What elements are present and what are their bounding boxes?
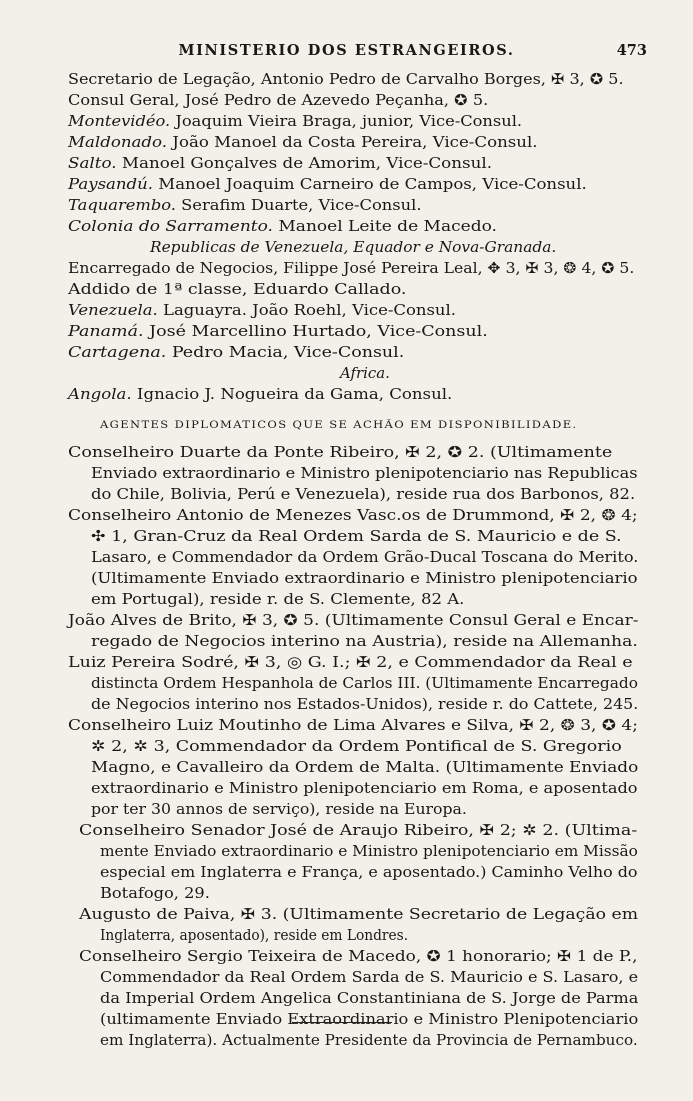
text-line (91, 631, 638, 652)
text-line (100, 841, 638, 862)
text-run: Commendador da Real Ordem Sarda de S. Mauricio e S. Lasaro, e (100, 968, 639, 986)
text-line (91, 589, 464, 610)
text-line (91, 736, 622, 757)
text-run: distincta Ordem Hespanhola de Carlos III. (Ultimamente Encarregado (91, 674, 638, 692)
place-name: Paysandú. (68, 175, 154, 193)
text-run: Ignacio J. Nogueira da Gama, Consul. (131, 385, 453, 403)
place-name: Angola. (68, 385, 132, 403)
place-name: Africa. (340, 364, 390, 382)
text-run: Augusto de Paiva, ✠ 3. (Ultimamente Secretario de Legação em (79, 905, 639, 923)
place-name: Venezuela. (68, 301, 158, 319)
text-line (68, 384, 452, 405)
text-run: em Portugal), reside r. de S. Clemente, 82 A. (91, 590, 465, 608)
text-line (79, 820, 637, 841)
text-run: Magno, e Cavalleiro da Ordem de Malta. (Ultimamente Enviado (91, 758, 639, 776)
running-header (0, 42, 693, 66)
text-line (68, 610, 638, 631)
text-line (340, 363, 390, 384)
page-title: MINISTERIO DOS ESTRANGEIROS. (178, 42, 515, 59)
text-run: Conselheiro Duarte da Ponte Ribeiro, ✠ 2, ✪ 2. (Ultimamente (68, 443, 613, 461)
text-run: João Alves de Brito, ✠ 3, ✪ 5. (Ultimamente Consul Geral e Encar- (68, 611, 639, 629)
text-line (79, 946, 637, 967)
text-run: Conselheiro Luiz Moutinho de Lima Alvares e Silva, ✠ 2, ❂ 3, ✪ 4; (68, 716, 638, 734)
text-line (68, 216, 497, 237)
text-run: mente Enviado extraordinario e Ministro plenipotenciario em Missão (100, 842, 638, 860)
place-name: Republicas de Venezuela, Equador e Nova-Granada. (150, 238, 557, 256)
text-line (68, 715, 638, 736)
text-run: Conselheiro Senador José de Araujo Ribeiro, ✠ 2; ✲ 2. (Ultima- (79, 821, 638, 839)
text-line (100, 988, 638, 1009)
text-run: regado de Negocios interino na Austria), reside na Allemanha. (91, 632, 638, 650)
text-line (68, 652, 633, 673)
place-name: Taquarembo. (68, 196, 176, 214)
text-line (100, 925, 408, 946)
text-line (91, 799, 467, 820)
text-line (100, 967, 638, 988)
text-line (68, 300, 456, 321)
text-line (68, 342, 404, 363)
text-line (91, 463, 638, 484)
place-name: Cartagena. (68, 343, 167, 361)
text-line (68, 505, 638, 526)
text-line (100, 1009, 638, 1030)
text-run: Pedro Macia, Vice-Consul. (166, 343, 405, 361)
text-line (68, 111, 522, 132)
text-line (150, 237, 556, 258)
text-line (68, 132, 538, 153)
text-run: Conselheiro Antonio de Menezes Vasc.os de Drummond, ✠ 2, ❂ 4; (68, 506, 638, 524)
place-name: Panamá. (68, 322, 144, 340)
place-name: Salto. (68, 154, 117, 172)
text-run: Addido de 1ª classe, Eduardo Callado. (68, 280, 407, 298)
text-line (68, 279, 406, 300)
text-run: em Inglaterra). Actualmente Presidente da Provincia de Pernambuco. (100, 1031, 638, 1049)
text-run: AGENTES DIPLOMATICOS QUE SE ACHÃO EM DISPONIBILIDADE. (100, 420, 578, 431)
text-run: por ter 30 annos de serviço), reside na Europa. (91, 800, 467, 818)
place-name: Montevidéo. (68, 112, 171, 130)
closing-rule (292, 1022, 392, 1023)
text-line (91, 757, 638, 778)
text-line (100, 883, 210, 904)
text-run: José Marcellino Hurtado, Vice-Consul. (143, 322, 488, 340)
text-line (68, 69, 624, 90)
text-run: de Negocios interino nos Estados-Unidos), reside r. do Cattete, 245. (91, 695, 639, 713)
text-line (91, 568, 638, 589)
text-run: do Chile, Bolivia, Perú e Venezuela), reside rua dos Barbonos, 82. (91, 485, 636, 503)
text-run: Laguayra. João Roehl, Vice-Consul. (157, 301, 457, 319)
text-line (100, 415, 578, 436)
text-line (100, 1030, 638, 1051)
text-run: Conselheiro Sergio Teixeira de Macedo, ✪ 1 honorario; ✠ 1 de P., (79, 947, 638, 965)
text-line (100, 862, 638, 883)
place-name: Colonia do Sarramento. (68, 217, 273, 235)
text-line (91, 547, 638, 568)
text-line (68, 258, 634, 279)
text-run: Inglaterra, aposentado), reside em Londres. (100, 926, 409, 944)
text-run: Manoel Gonçalves de Amorim, Vice-Consul. (116, 154, 493, 172)
text-line (91, 673, 638, 694)
text-line (91, 526, 622, 547)
text-line (91, 484, 635, 505)
text-run: Enviado extraordinario e Ministro plenipotenciario nas Republicas (91, 464, 638, 482)
text-line (68, 90, 488, 111)
text-run: ✣ 1, Gran-Cruz da Real Ordem Sarda de S. Mauricio e de S. (91, 527, 622, 545)
text-run: Botafogo, 29. (100, 884, 210, 902)
text-line (68, 195, 422, 216)
text-line (68, 321, 488, 342)
text-line (79, 904, 638, 925)
text-run: Lasaro, e Commendador da Ordem Grão-Ducal Toscana do Merito. (91, 548, 639, 566)
text-run: Serafim Duarte, Vice-Consul. (175, 196, 422, 214)
text-line (91, 694, 638, 715)
text-run: (Ultimamente Enviado extraordinario e Ministro plenipotenciario (91, 569, 638, 587)
text-line (68, 153, 492, 174)
text-run: ✲ 2, ✲ 3, Commendador da Ordem Pontifical de S. Gregorio (91, 737, 622, 755)
text-run: especial em Inglaterra e França, e aposentado.) Caminho Velho do (100, 863, 638, 881)
text-line (91, 778, 638, 799)
page-number: 473 (616, 42, 647, 59)
text-run: da Imperial Ordem Angelica Constantiniana de S. Jorge de Parma (100, 989, 639, 1007)
text-run: Joaquim Vieira Braga, junior, Vice-Consul. (170, 112, 523, 130)
place-name: Maldonado. (68, 133, 168, 151)
text-run: Manoel Leite de Macedo. (272, 217, 497, 235)
text-run: João Manoel da Costa Pereira, Vice-Consul. (167, 133, 538, 151)
text-run: Consul Geral, José Pedro de Azevedo Peçanha, ✪ 5. (68, 91, 489, 109)
text-line (68, 174, 587, 195)
text-run: extraordinario e Ministro plenipotenciario em Roma, e aposentado (91, 779, 638, 797)
text-run: Secretario de Legação, Antonio Pedro de Carvalho Borges, ✠ 3, ✪ 5. (68, 70, 624, 88)
text-run: Luiz Pereira Sodré, ✠ 3, ◎ G. I.; ✠ 2, e Commendador da Real e (68, 653, 633, 671)
text-run: Encarregado de Negocios, Filippe José Pereira Leal, ✥ 3, ✠ 3, ❂ 4, ✪ 5. (68, 259, 635, 277)
text-run: (ultimamente Enviado Extraordinario e Ministro Plenipotenciario (100, 1010, 639, 1028)
text-run: Manoel Joaquim Carneiro de Campos, Vice-Consul. (153, 175, 587, 193)
text-line (68, 442, 612, 463)
